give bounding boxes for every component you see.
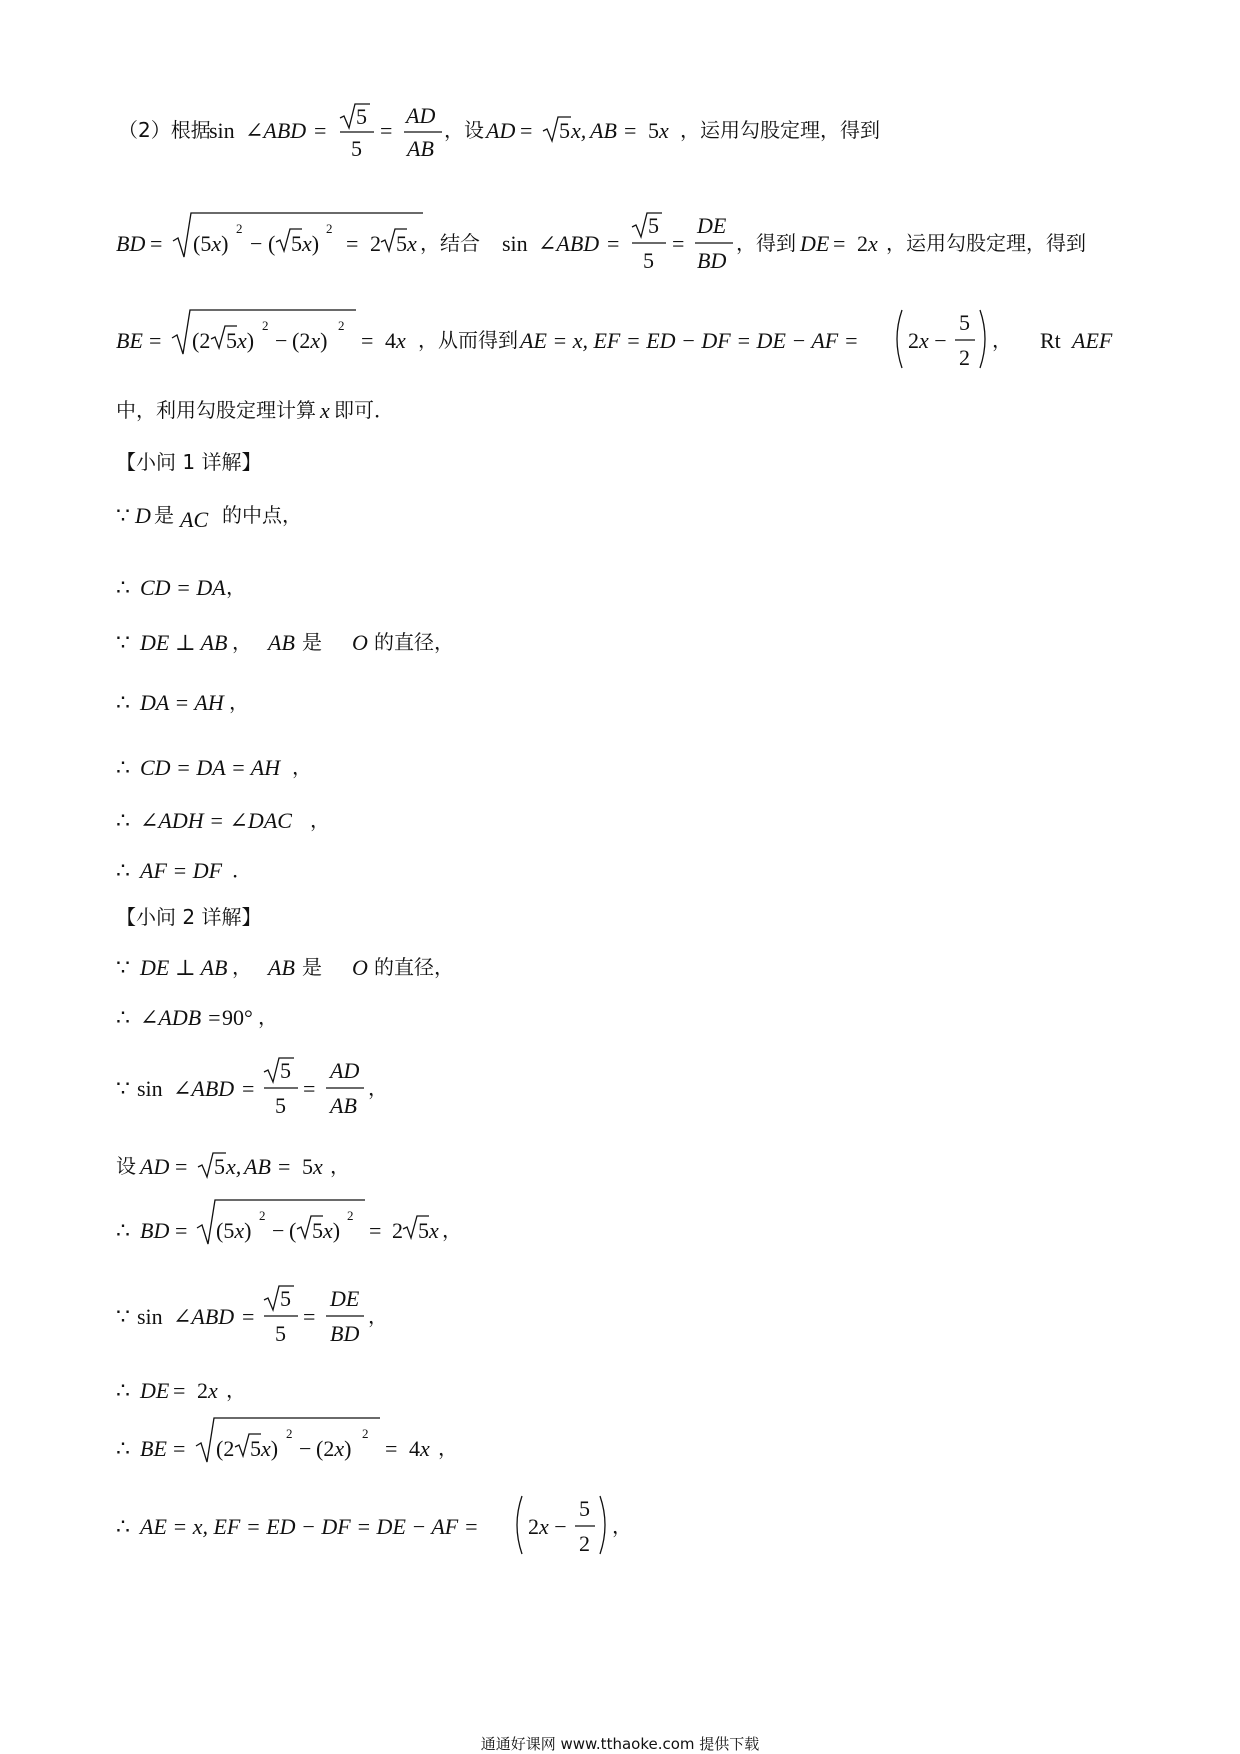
math-expr: (2 [216, 1436, 235, 1461]
math-x: x [407, 231, 417, 256]
comma: ， [330, 1154, 350, 1178]
math-eq: = [303, 1304, 316, 1329]
math-expr: (5x) [216, 1218, 252, 1243]
because-symbol: ∵ [116, 1304, 130, 1329]
math-five: 5 [648, 213, 659, 238]
math-expr: (5x) [193, 231, 229, 256]
q2-step-6 [0, 1278, 1240, 1358]
math-de: DE [697, 213, 727, 238]
math-4x: 4x [385, 328, 406, 353]
math-ad: AD [486, 118, 516, 143]
math-expr: (2 [192, 328, 211, 353]
math-bd: BD [697, 248, 727, 273]
math-angle-abd: ∠ABD [173, 1076, 235, 1101]
math-de: DE [800, 231, 830, 256]
math-eq: = [303, 1076, 316, 1101]
math-five: 5 [280, 1058, 291, 1083]
therefore-symbol: ∴ [116, 755, 130, 780]
math-angles: ∠ADH = ∠DAC [140, 808, 292, 833]
math-2x: 2x [857, 231, 878, 256]
comma: ， [442, 1218, 462, 1242]
math-eq: = [149, 328, 162, 353]
paren-right [598, 1496, 610, 1554]
math-chain: AE = x, EF = ED − DF = DE − AF = [140, 1514, 479, 1539]
math-eq: = [607, 231, 620, 256]
math-angle-abd: ∠ABD [538, 231, 600, 256]
hint-rt: Rt [1040, 328, 1061, 353]
math-expr: ( [268, 231, 276, 256]
math-five: 5 [959, 310, 970, 335]
math-eq: = [369, 1218, 382, 1243]
math-minus: − [299, 1436, 312, 1461]
math-ab: AB [244, 1154, 271, 1179]
math-2x-minus: 2x − [528, 1514, 567, 1539]
q2-title: 【小问 2 详解】 [116, 905, 262, 929]
hint-pyth2: ，得到 [736, 231, 796, 255]
q2-s1-end: 的直径， [374, 955, 454, 979]
math-expr: x) [261, 1436, 279, 1461]
math-de: DE [330, 1286, 360, 1311]
math-be: BE [116, 328, 143, 353]
hint-combine: ，结合 [420, 231, 480, 255]
hint-end-1: 中，利用勾股定理计算 [116, 398, 316, 422]
math-two: 2 [370, 231, 381, 256]
fraction-bar [632, 242, 666, 244]
math-expr: (2x) [292, 328, 328, 353]
hint-line-1 [0, 100, 1240, 180]
sin-text: sin [137, 1076, 163, 1101]
math-eq: = [173, 1436, 186, 1461]
therefore-symbol: ∴ [116, 858, 130, 883]
math-ab: AB [268, 955, 295, 980]
math-d: D [135, 503, 151, 528]
math-be: BE [140, 1436, 167, 1461]
period: ． [232, 858, 252, 882]
fraction-bar [326, 1087, 364, 1089]
math-ad: AD [140, 1154, 170, 1179]
sin-text: sin [209, 118, 235, 143]
math-five: 5 [559, 118, 570, 143]
comma: ， [368, 1304, 388, 1328]
fraction-bar [695, 242, 733, 244]
math-sup2: 2 [362, 1426, 369, 1441]
hint-label: （2）根据 [118, 118, 211, 142]
hint-set: ，设 [444, 118, 484, 142]
math-da-ah: DA = AH [140, 690, 224, 715]
math-sup2: 2 [326, 221, 333, 236]
because-symbol: ∵ [116, 630, 130, 655]
math-cd-da: CD = DA [140, 575, 226, 600]
math-2x: 2x [197, 1378, 218, 1403]
math-eq: = [346, 231, 359, 256]
math-five: 5 [275, 1093, 286, 1118]
math-five: 5 [280, 1286, 291, 1311]
comma: ， [368, 1076, 388, 1100]
q1-step-1 [0, 503, 1240, 583]
fraction-bar [340, 131, 374, 133]
math-de-perp-ab: DE ⊥ AB [140, 630, 228, 655]
fraction-bar [326, 1315, 364, 1317]
math-2x-minus: 2x − [908, 328, 947, 353]
math-five: 5 [226, 328, 237, 353]
math-eq: = [175, 1154, 188, 1179]
math-bd: BD [116, 231, 146, 256]
comma: ， [226, 1378, 246, 1402]
sin-text: sin [502, 231, 528, 256]
math-5x: 5x [648, 118, 669, 143]
math-minus: − [250, 231, 263, 256]
q1-s1-ac: AC [180, 507, 209, 532]
comma: ， [292, 755, 312, 779]
q2-s1-is: 是 [302, 955, 322, 979]
q2-s4-set: 设 [116, 1154, 136, 1178]
comma: ， [992, 328, 1012, 352]
math-two: 2 [579, 1531, 590, 1556]
because-symbol: ∵ [116, 503, 130, 528]
hint-line-3 [0, 302, 1240, 382]
comma: ， [310, 808, 330, 832]
math-x: x, [226, 1154, 242, 1179]
math-eq: = [380, 118, 393, 143]
math-eq: = [242, 1304, 255, 1329]
because-symbol: ∵ [116, 955, 130, 980]
q2-step-3 [0, 1050, 1240, 1130]
therefore-symbol: ∴ [116, 1436, 130, 1461]
math-five: 5 [579, 1496, 590, 1521]
hint-pyth3: ，运用勾股定理，得到 [886, 231, 1086, 255]
math-eq: = [385, 1436, 398, 1461]
hint-x: x [320, 398, 330, 423]
math-ab: AB [590, 118, 617, 143]
math-two: 2 [392, 1218, 403, 1243]
math-five: 5 [356, 104, 367, 129]
math-90deg: 90° [222, 1005, 253, 1030]
q2-step-5 [0, 1192, 1240, 1272]
math-five: 5 [250, 1436, 261, 1461]
math-angle-adb: ∠ADB = [140, 1005, 222, 1030]
comma: ， [438, 1436, 458, 1460]
math-five: 5 [291, 231, 302, 256]
hint-hence: ，从而得到 [418, 328, 518, 352]
comma: ， [612, 1514, 632, 1538]
math-eq: = [175, 1218, 188, 1243]
comma: ， [229, 690, 249, 714]
math-eq: = [173, 1378, 186, 1403]
paren-left [512, 1496, 524, 1554]
math-chain: AE = x, EF = ED − DF = DE − AF = [520, 328, 859, 353]
math-4x: 4x [409, 1436, 430, 1461]
fraction-bar [575, 1525, 595, 1527]
math-5x: 5x [302, 1154, 323, 1179]
math-five: 5 [418, 1218, 429, 1243]
math-ad: AD [330, 1058, 360, 1083]
math-eq: = [278, 1154, 291, 1179]
q2-step-8 [0, 1410, 1240, 1490]
math-eq: = [361, 328, 374, 353]
math-five: 5 [643, 248, 654, 273]
math-minus: − [272, 1218, 285, 1243]
math-five: 5 [275, 1321, 286, 1346]
math-five: 5 [351, 136, 362, 161]
math-ab: AB [268, 630, 295, 655]
math-de-perp-ab: DE ⊥ AB [140, 955, 228, 980]
math-sup2: 2 [236, 221, 243, 236]
math-af-df: AF = DF [140, 858, 223, 883]
math-sup2: 2 [347, 1208, 354, 1223]
q1-s1-end: 的中点， [222, 503, 302, 527]
because-symbol: ∵ [116, 1076, 130, 1101]
math-eq: = [314, 118, 327, 143]
comma: ， [232, 955, 252, 979]
therefore-symbol: ∴ [116, 1005, 130, 1030]
hint-end-2: 即可． [334, 398, 394, 422]
q1-title: 【小问 1 详解】 [116, 450, 262, 474]
math-x: x [429, 1218, 439, 1243]
math-ad: AD [406, 103, 436, 128]
math-bd: BD [330, 1321, 360, 1346]
math-cd-da-ah: CD = DA = AH [140, 755, 281, 780]
therefore-symbol: ∴ [116, 1378, 130, 1403]
circle-o: O [352, 955, 368, 980]
math-expr: x) [302, 231, 320, 256]
circle-o: O [352, 630, 368, 655]
hint-line-2 [0, 205, 1240, 285]
math-five: 5 [214, 1154, 225, 1179]
fraction-bar [404, 131, 442, 133]
fraction-bar [264, 1315, 298, 1317]
comma: ， [258, 1005, 278, 1029]
math-sup2: 2 [262, 318, 269, 333]
q1-s1-is: 是 [154, 503, 174, 527]
therefore-symbol: ∴ [116, 575, 130, 600]
hint-aef: AEF [1072, 328, 1113, 353]
math-eq: = [672, 231, 685, 256]
therefore-symbol: ∴ [116, 1218, 130, 1243]
paren-left [892, 310, 904, 368]
math-expr: x) [237, 328, 255, 353]
therefore-symbol: ∴ [116, 690, 130, 715]
math-sup2: 2 [286, 1426, 293, 1441]
footer-watermark: 通通好课网 www.tthaoke.com 提供下载 [480, 1735, 760, 1753]
math-x: x, [571, 118, 587, 143]
math-eq: = [150, 231, 163, 256]
math-two: 2 [959, 345, 970, 370]
math-angle-abd: ∠ABD [245, 118, 307, 143]
sin-text: sin [137, 1304, 163, 1329]
math-minus: − [275, 328, 288, 353]
hint-pyth1: ，运用勾股定理，得到 [680, 118, 880, 142]
math-eq: = [520, 118, 533, 143]
q2-step-9 [0, 1488, 1240, 1568]
math-sup2: 2 [259, 1208, 266, 1223]
math-ab: AB [330, 1093, 357, 1118]
comma: ， [226, 575, 246, 599]
math-expr: ( [289, 1218, 297, 1243]
therefore-symbol: ∴ [116, 808, 130, 833]
math-de: DE [140, 1378, 170, 1403]
math-sup2: 2 [338, 318, 345, 333]
math-eq: = [242, 1076, 255, 1101]
math-angle-abd: ∠ABD [173, 1304, 235, 1329]
math-five: 5 [396, 231, 407, 256]
math-expr: (2x) [316, 1436, 352, 1461]
math-eq: = [624, 118, 637, 143]
q1-s3-is: 是 [302, 630, 322, 654]
comma: ， [232, 630, 252, 654]
fraction-bar [264, 1087, 298, 1089]
math-five: 5 [312, 1218, 323, 1243]
math-bd: BD [140, 1218, 170, 1243]
math-eq: = [833, 231, 846, 256]
fraction-bar [955, 339, 975, 341]
q1-s3-end: 的直径， [374, 630, 454, 654]
math-expr: x) [323, 1218, 341, 1243]
math-ab: AB [407, 136, 434, 161]
paren-right [978, 310, 990, 368]
therefore-symbol: ∴ [116, 1514, 130, 1539]
